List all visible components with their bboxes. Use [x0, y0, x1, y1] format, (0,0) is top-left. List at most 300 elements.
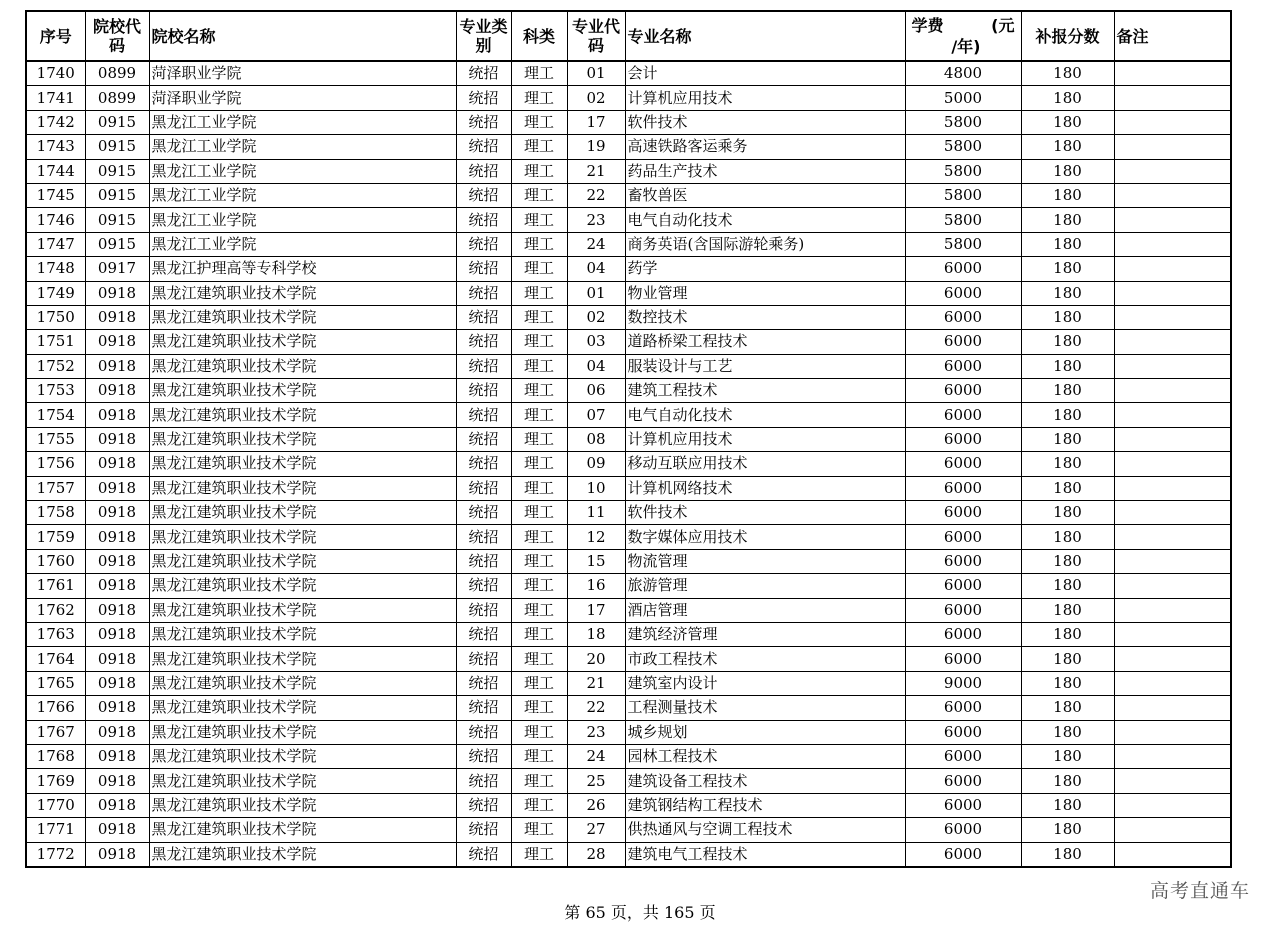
cell-score: 180 — [1021, 183, 1114, 207]
cell-major-type: 统招 — [456, 452, 511, 476]
cell-major-type: 统招 — [456, 622, 511, 646]
cell-major-code: 27 — [567, 818, 625, 842]
cell-school-name: 菏泽职业学院 — [149, 86, 456, 110]
cell-remark — [1114, 842, 1231, 867]
cell-score: 180 — [1021, 135, 1114, 159]
cell-major-type: 统招 — [456, 549, 511, 573]
cell-major-name: 市政工程技术 — [625, 647, 905, 671]
cell-major-name: 建筑经济管理 — [625, 622, 905, 646]
cell-major-code: 17 — [567, 110, 625, 134]
cell-major-type: 统招 — [456, 183, 511, 207]
cell-major-code: 24 — [567, 232, 625, 256]
table-row — [26, 183, 1231, 207]
cell-school-code: 0918 — [85, 525, 149, 549]
cell-score: 180 — [1021, 379, 1114, 403]
cell-seq: 1760 — [26, 549, 85, 573]
cell-major-code: 26 — [567, 793, 625, 817]
cell-school-code: 0918 — [85, 501, 149, 525]
cell-fee: 6000 — [905, 549, 1021, 573]
table-row — [26, 793, 1231, 817]
cell-major-code: 19 — [567, 135, 625, 159]
cell-school-name: 黑龙江建筑职业技术学院 — [149, 379, 456, 403]
cell-subject: 理工 — [511, 159, 567, 183]
cell-fee: 9000 — [905, 671, 1021, 695]
cell-major-name: 建筑室内设计 — [625, 671, 905, 695]
cell-school-name: 黑龙江建筑职业技术学院 — [149, 549, 456, 573]
cell-major-name: 畜牧兽医 — [625, 183, 905, 207]
cell-fee: 5000 — [905, 86, 1021, 110]
cell-subject: 理工 — [511, 452, 567, 476]
cell-major-code: 23 — [567, 720, 625, 744]
table-row — [26, 574, 1231, 598]
cell-fee: 6000 — [905, 647, 1021, 671]
cell-school-name: 黑龙江建筑职业技术学院 — [149, 598, 456, 622]
cell-subject: 理工 — [511, 818, 567, 842]
table-row — [26, 452, 1231, 476]
cell-seq: 1750 — [26, 305, 85, 329]
cell-school-name: 黑龙江建筑职业技术学院 — [149, 476, 456, 500]
cell-major-type: 统招 — [456, 476, 511, 500]
cell-major-type: 统招 — [456, 574, 511, 598]
cell-remark — [1114, 183, 1231, 207]
cell-fee: 6000 — [905, 769, 1021, 793]
cell-subject: 理工 — [511, 525, 567, 549]
cell-school-name: 黑龙江建筑职业技术学院 — [149, 574, 456, 598]
cell-score: 180 — [1021, 647, 1114, 671]
cell-subject: 理工 — [511, 476, 567, 500]
table-row — [26, 842, 1231, 867]
cell-major-type: 统招 — [456, 208, 511, 232]
cell-remark — [1114, 720, 1231, 744]
cell-fee: 6000 — [905, 525, 1021, 549]
cell-school-name: 黑龙江护理高等专科学校 — [149, 257, 456, 281]
cell-school-code: 0915 — [85, 110, 149, 134]
cell-major-name: 商务英语(含国际游轮乘务) — [625, 232, 905, 256]
cell-subject: 理工 — [511, 330, 567, 354]
cell-major-name: 电气自动化技术 — [625, 403, 905, 427]
cell-seq: 1772 — [26, 842, 85, 867]
table-row — [26, 647, 1231, 671]
cell-school-name: 黑龙江建筑职业技术学院 — [149, 330, 456, 354]
cell-remark — [1114, 427, 1231, 451]
header-fee-unit-b: /年) — [951, 37, 981, 56]
cell-remark — [1114, 159, 1231, 183]
cell-school-name: 黑龙江建筑职业技术学院 — [149, 403, 456, 427]
cell-subject: 理工 — [511, 183, 567, 207]
cell-school-name: 黑龙江建筑职业技术学院 — [149, 305, 456, 329]
cell-fee: 6000 — [905, 379, 1021, 403]
cell-school-code: 0915 — [85, 232, 149, 256]
cell-school-name: 黑龙江建筑职业技术学院 — [149, 647, 456, 671]
cell-remark — [1114, 769, 1231, 793]
cell-seq: 1748 — [26, 257, 85, 281]
cell-seq: 1765 — [26, 671, 85, 695]
cell-remark — [1114, 61, 1231, 86]
cell-seq: 1759 — [26, 525, 85, 549]
cell-major-type: 统招 — [456, 793, 511, 817]
cell-major-code: 21 — [567, 159, 625, 183]
cell-remark — [1114, 525, 1231, 549]
header-fee-label: 学费 — [911, 16, 944, 35]
cell-major-code: 01 — [567, 281, 625, 305]
cell-remark — [1114, 818, 1231, 842]
table-row — [26, 720, 1231, 744]
cell-seq: 1745 — [26, 183, 85, 207]
cell-major-name: 计算机应用技术 — [625, 427, 905, 451]
cell-seq: 1743 — [26, 135, 85, 159]
cell-major-type: 统招 — [456, 135, 511, 159]
cell-score: 180 — [1021, 257, 1114, 281]
cell-subject: 理工 — [511, 379, 567, 403]
table-row — [26, 61, 1231, 86]
cell-major-code: 21 — [567, 671, 625, 695]
cell-seq: 1744 — [26, 159, 85, 183]
admissions-table — [25, 10, 1232, 868]
table-row — [26, 232, 1231, 256]
cell-major-code: 08 — [567, 427, 625, 451]
cell-subject: 理工 — [511, 427, 567, 451]
cell-subject: 理工 — [511, 257, 567, 281]
cell-major-name: 建筑钢结构工程技术 — [625, 793, 905, 817]
watermark-text: 高考直通车 — [1149, 880, 1250, 902]
cell-major-name: 建筑工程技术 — [625, 379, 905, 403]
table-row — [26, 696, 1231, 720]
cell-major-code: 02 — [567, 305, 625, 329]
cell-major-name: 药学 — [625, 257, 905, 281]
cell-subject: 理工 — [511, 501, 567, 525]
cell-remark — [1114, 403, 1231, 427]
cell-seq: 1762 — [26, 598, 85, 622]
cell-seq: 1746 — [26, 208, 85, 232]
cell-fee: 6000 — [905, 330, 1021, 354]
header-major-name: 专业名称 — [625, 11, 905, 61]
cell-seq: 1757 — [26, 476, 85, 500]
cell-major-type: 统招 — [456, 671, 511, 695]
cell-remark — [1114, 452, 1231, 476]
cell-seq: 1740 — [26, 61, 85, 86]
cell-subject: 理工 — [511, 769, 567, 793]
table-body — [26, 61, 1231, 867]
cell-remark — [1114, 501, 1231, 525]
cell-school-code: 0918 — [85, 476, 149, 500]
cell-subject: 理工 — [511, 281, 567, 305]
header-fee-unit-a: (元 — [991, 16, 1015, 35]
cell-score: 180 — [1021, 110, 1114, 134]
cell-score: 180 — [1021, 159, 1114, 183]
cell-seq: 1768 — [26, 744, 85, 768]
table-row — [26, 427, 1231, 451]
table-row — [26, 257, 1231, 281]
cell-school-code: 0918 — [85, 452, 149, 476]
cell-subject: 理工 — [511, 61, 567, 86]
cell-remark — [1114, 110, 1231, 134]
cell-subject: 理工 — [511, 86, 567, 110]
cell-fee: 6000 — [905, 622, 1021, 646]
cell-major-name: 计算机网络技术 — [625, 476, 905, 500]
cell-school-code: 0915 — [85, 135, 149, 159]
table-row — [26, 403, 1231, 427]
cell-major-type: 统招 — [456, 501, 511, 525]
cell-major-code: 22 — [567, 696, 625, 720]
cell-major-type: 统招 — [456, 720, 511, 744]
admissions-table-sheet — [25, 10, 1230, 868]
cell-score: 180 — [1021, 208, 1114, 232]
cell-fee: 6000 — [905, 452, 1021, 476]
cell-school-name: 黑龙江工业学院 — [149, 232, 456, 256]
cell-major-code: 02 — [567, 86, 625, 110]
cell-subject: 理工 — [511, 232, 567, 256]
cell-fee: 6000 — [905, 501, 1021, 525]
cell-school-code: 0915 — [85, 208, 149, 232]
cell-major-type: 统招 — [456, 647, 511, 671]
cell-score: 180 — [1021, 232, 1114, 256]
cell-subject: 理工 — [511, 720, 567, 744]
cell-subject: 理工 — [511, 842, 567, 867]
cell-score: 180 — [1021, 452, 1114, 476]
header-row — [26, 11, 1231, 61]
cell-remark — [1114, 354, 1231, 378]
cell-major-name: 电气自动化技术 — [625, 208, 905, 232]
page-number: 第 65 页，共 165 页 — [564, 903, 716, 922]
cell-school-code: 0918 — [85, 793, 149, 817]
cell-school-name: 黑龙江建筑职业技术学院 — [149, 281, 456, 305]
cell-subject: 理工 — [511, 793, 567, 817]
cell-fee: 5800 — [905, 232, 1021, 256]
cell-subject: 理工 — [511, 647, 567, 671]
table-row — [26, 549, 1231, 573]
cell-seq: 1758 — [26, 501, 85, 525]
cell-major-type: 统招 — [456, 110, 511, 134]
cell-remark — [1114, 549, 1231, 573]
cell-major-type: 统招 — [456, 281, 511, 305]
cell-fee: 6000 — [905, 744, 1021, 768]
cell-score: 180 — [1021, 744, 1114, 768]
cell-remark — [1114, 622, 1231, 646]
cell-remark — [1114, 232, 1231, 256]
cell-fee: 6000 — [905, 793, 1021, 817]
cell-major-name: 软件技术 — [625, 501, 905, 525]
cell-seq: 1752 — [26, 354, 85, 378]
table-row — [26, 622, 1231, 646]
cell-fee: 6000 — [905, 818, 1021, 842]
cell-major-type: 统招 — [456, 86, 511, 110]
cell-major-name: 道路桥梁工程技术 — [625, 330, 905, 354]
cell-seq: 1747 — [26, 232, 85, 256]
cell-major-code: 22 — [567, 183, 625, 207]
cell-subject: 理工 — [511, 622, 567, 646]
cell-remark — [1114, 281, 1231, 305]
cell-score: 180 — [1021, 61, 1114, 86]
cell-school-code: 0915 — [85, 159, 149, 183]
cell-school-code: 0918 — [85, 647, 149, 671]
cell-major-name: 建筑电气工程技术 — [625, 842, 905, 867]
cell-remark — [1114, 135, 1231, 159]
table-row — [26, 501, 1231, 525]
cell-remark — [1114, 379, 1231, 403]
cell-seq: 1754 — [26, 403, 85, 427]
cell-school-name: 黑龙江工业学院 — [149, 135, 456, 159]
table-row — [26, 379, 1231, 403]
cell-fee: 6000 — [905, 476, 1021, 500]
cell-fee: 6000 — [905, 720, 1021, 744]
cell-fee: 5800 — [905, 183, 1021, 207]
cell-school-name: 黑龙江建筑职业技术学院 — [149, 501, 456, 525]
cell-school-name: 黑龙江工业学院 — [149, 208, 456, 232]
cell-school-code: 0899 — [85, 86, 149, 110]
cell-fee: 6000 — [905, 281, 1021, 305]
cell-seq: 1770 — [26, 793, 85, 817]
cell-score: 180 — [1021, 86, 1114, 110]
cell-major-name: 建筑设备工程技术 — [625, 769, 905, 793]
cell-major-name: 供热通风与空调工程技术 — [625, 818, 905, 842]
cell-school-name: 黑龙江建筑职业技术学院 — [149, 842, 456, 867]
cell-seq: 1761 — [26, 574, 85, 598]
cell-fee: 6000 — [905, 354, 1021, 378]
cell-major-type: 统招 — [456, 354, 511, 378]
cell-major-type: 统招 — [456, 598, 511, 622]
cell-school-code: 0918 — [85, 330, 149, 354]
table-row — [26, 330, 1231, 354]
cell-subject: 理工 — [511, 135, 567, 159]
cell-fee: 6000 — [905, 696, 1021, 720]
cell-seq: 1767 — [26, 720, 85, 744]
cell-score: 180 — [1021, 305, 1114, 329]
cell-remark — [1114, 671, 1231, 695]
cell-score: 180 — [1021, 354, 1114, 378]
cell-major-name: 酒店管理 — [625, 598, 905, 622]
cell-score: 180 — [1021, 549, 1114, 573]
table-row — [26, 598, 1231, 622]
cell-major-code: 12 — [567, 525, 625, 549]
table-row — [26, 744, 1231, 768]
cell-major-name: 数控技术 — [625, 305, 905, 329]
cell-major-name: 软件技术 — [625, 110, 905, 134]
header-remark: 备注 — [1114, 11, 1231, 61]
cell-major-type: 统招 — [456, 403, 511, 427]
cell-fee: 6000 — [905, 305, 1021, 329]
cell-fee: 6000 — [905, 574, 1021, 598]
cell-school-code: 0918 — [85, 427, 149, 451]
cell-major-type: 统招 — [456, 159, 511, 183]
cell-score: 180 — [1021, 281, 1114, 305]
cell-score: 180 — [1021, 720, 1114, 744]
cell-school-name: 黑龙江建筑职业技术学院 — [149, 793, 456, 817]
cell-major-type: 统招 — [456, 330, 511, 354]
cell-major-name: 会计 — [625, 61, 905, 86]
cell-school-name: 黑龙江工业学院 — [149, 110, 456, 134]
cell-school-code: 0899 — [85, 61, 149, 86]
cell-remark — [1114, 330, 1231, 354]
cell-major-type: 统招 — [456, 525, 511, 549]
cell-major-name: 服装设计与工艺 — [625, 354, 905, 378]
cell-school-code: 0918 — [85, 842, 149, 867]
cell-seq: 1766 — [26, 696, 85, 720]
cell-subject: 理工 — [511, 598, 567, 622]
cell-remark — [1114, 476, 1231, 500]
cell-school-code: 0918 — [85, 549, 149, 573]
header-score: 补报分数 — [1021, 11, 1114, 61]
cell-score: 180 — [1021, 769, 1114, 793]
table-row — [26, 671, 1231, 695]
cell-major-type: 统招 — [456, 427, 511, 451]
header-fee — [905, 11, 1021, 61]
cell-school-name: 菏泽职业学院 — [149, 61, 456, 86]
cell-major-name: 高速铁路客运乘务 — [625, 135, 905, 159]
cell-major-code: 18 — [567, 622, 625, 646]
table-row — [26, 354, 1231, 378]
cell-major-name: 物流管理 — [625, 549, 905, 573]
cell-major-code: 03 — [567, 330, 625, 354]
cell-major-name: 物业管理 — [625, 281, 905, 305]
cell-school-name: 黑龙江建筑职业技术学院 — [149, 696, 456, 720]
cell-major-code: 01 — [567, 61, 625, 86]
table-row — [26, 305, 1231, 329]
cell-subject: 理工 — [511, 671, 567, 695]
cell-remark — [1114, 305, 1231, 329]
cell-subject: 理工 — [511, 354, 567, 378]
cell-score: 180 — [1021, 598, 1114, 622]
cell-score: 180 — [1021, 622, 1114, 646]
cell-school-name: 黑龙江工业学院 — [149, 183, 456, 207]
header-subject: 科类 — [511, 11, 567, 61]
cell-major-name: 药品生产技术 — [625, 159, 905, 183]
cell-school-name: 黑龙江建筑职业技术学院 — [149, 720, 456, 744]
cell-score: 180 — [1021, 671, 1114, 695]
cell-remark — [1114, 208, 1231, 232]
cell-score: 180 — [1021, 793, 1114, 817]
table-row — [26, 476, 1231, 500]
cell-fee: 4800 — [905, 61, 1021, 86]
cell-subject: 理工 — [511, 110, 567, 134]
cell-major-code: 04 — [567, 354, 625, 378]
cell-school-code: 0918 — [85, 281, 149, 305]
cell-major-type: 统招 — [456, 232, 511, 256]
cell-school-code: 0918 — [85, 305, 149, 329]
cell-score: 180 — [1021, 842, 1114, 867]
cell-major-code: 16 — [567, 574, 625, 598]
cell-school-code: 0918 — [85, 379, 149, 403]
cell-school-code: 0918 — [85, 696, 149, 720]
cell-school-code: 0918 — [85, 818, 149, 842]
cell-fee: 5800 — [905, 110, 1021, 134]
cell-subject: 理工 — [511, 208, 567, 232]
cell-major-name: 园林工程技术 — [625, 744, 905, 768]
cell-fee: 6000 — [905, 427, 1021, 451]
cell-seq: 1751 — [26, 330, 85, 354]
cell-remark — [1114, 86, 1231, 110]
cell-major-code: 07 — [567, 403, 625, 427]
cell-major-type: 统招 — [456, 696, 511, 720]
cell-major-code: 09 — [567, 452, 625, 476]
cell-seq: 1756 — [26, 452, 85, 476]
cell-major-code: 23 — [567, 208, 625, 232]
table-row — [26, 86, 1231, 110]
cell-seq: 1769 — [26, 769, 85, 793]
cell-score: 180 — [1021, 501, 1114, 525]
cell-school-name: 黑龙江建筑职业技术学院 — [149, 452, 456, 476]
cell-major-name: 计算机应用技术 — [625, 86, 905, 110]
cell-remark — [1114, 257, 1231, 281]
cell-score: 180 — [1021, 525, 1114, 549]
cell-major-type: 统招 — [456, 379, 511, 403]
table-row — [26, 159, 1231, 183]
cell-major-code: 10 — [567, 476, 625, 500]
cell-remark — [1114, 793, 1231, 817]
cell-seq: 1753 — [26, 379, 85, 403]
cell-seq: 1741 — [26, 86, 85, 110]
cell-school-code: 0918 — [85, 574, 149, 598]
cell-school-name: 黑龙江建筑职业技术学院 — [149, 671, 456, 695]
